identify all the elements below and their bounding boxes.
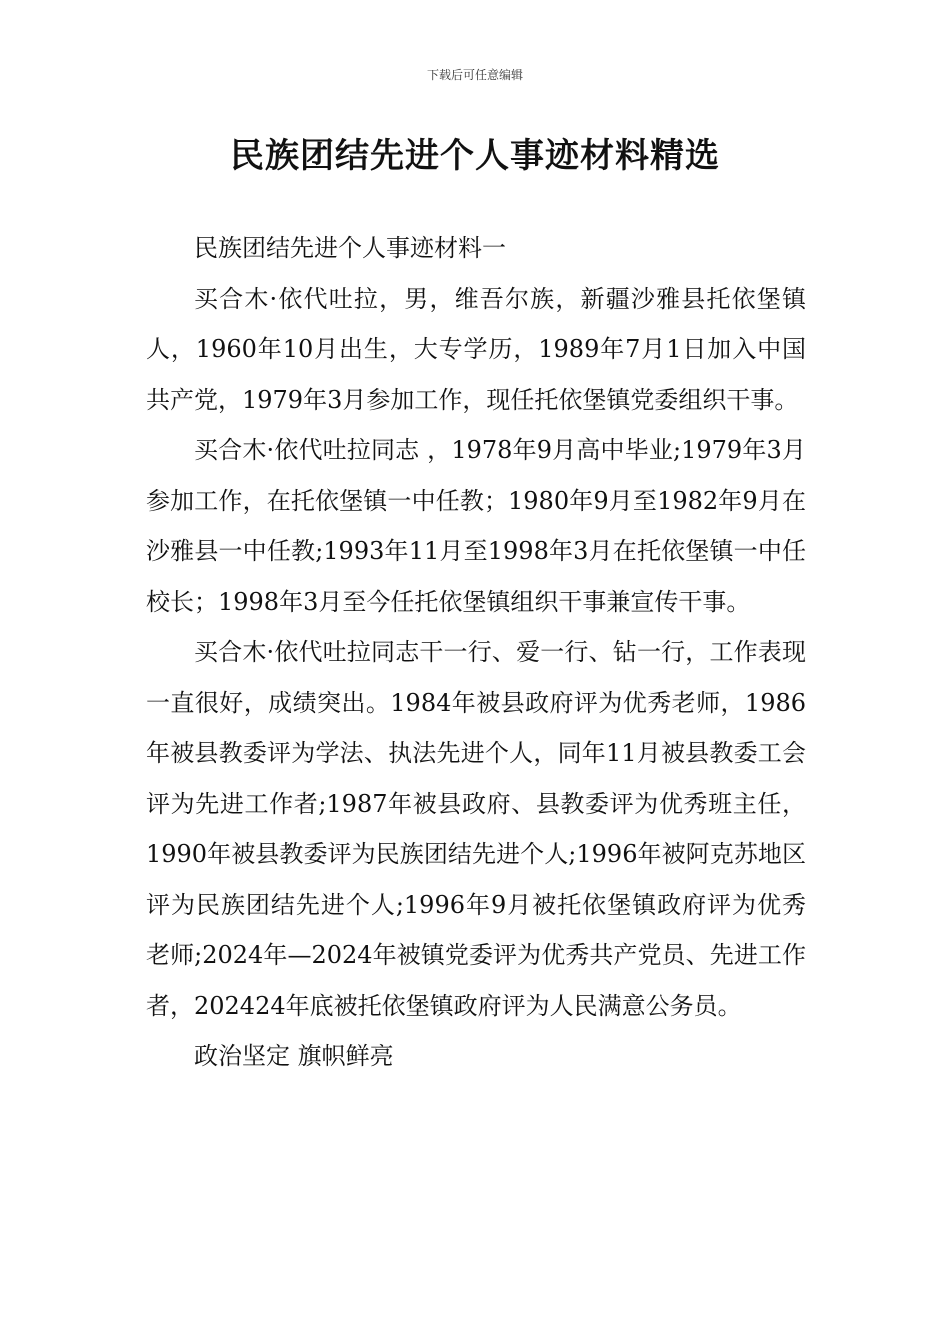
body-paragraph: 买合木·依代吐拉同志干一行、爱一行、钻一行，工作表现一直很好，成绩突出。1984年被县政府评为优秀老师，1986年被县教委评为学法、执法先进个人，同年11月被县教委工会评为先进工作者;1987年被县政府、县教委评为优秀班主任，1990年被县教委评为民族团结先进个人;1996年被阿克苏地区评为民族团结先进个人;1996年9月被托依堡镇政府评为优秀老师;2024年—2024年被镇党委评为优秀共产党员、先进工作者，202424年底被托依堡镇政府评为人民满意公务员。	[146, 638, 806, 1020]
body-paragraph: 买合木·依代吐拉，男，维吾尔族，新疆沙雅县托依堡镇人，1960年10月出生，大专学历，1989年7月1日加入中国共产党，1979年3月参加工作，现任托依堡镇党委组织干事。	[146, 284, 806, 414]
document-title: 民族团结先进个人事迹材料精选	[230, 136, 720, 176]
body-paragraph: 买合木·依代吐拉同志 ，1978年9月高中毕业;1979年3月参加工作，在托依堡镇一中任教；1980年9月至1982年9月在沙雅县一中任教;1993年11月至1998年3月在托依堡镇一中任校长；1998年3月至今任托依堡镇组织干事兼宣传干事。	[146, 436, 806, 616]
header-note: 下载后可任意编辑	[426, 68, 523, 82]
section-heading: 政治坚定 旗帜鲜亮	[194, 1042, 394, 1070]
document-body	[146, 223, 806, 1082]
section-heading: 民族团结先进个人事迹材料一	[194, 234, 506, 262]
